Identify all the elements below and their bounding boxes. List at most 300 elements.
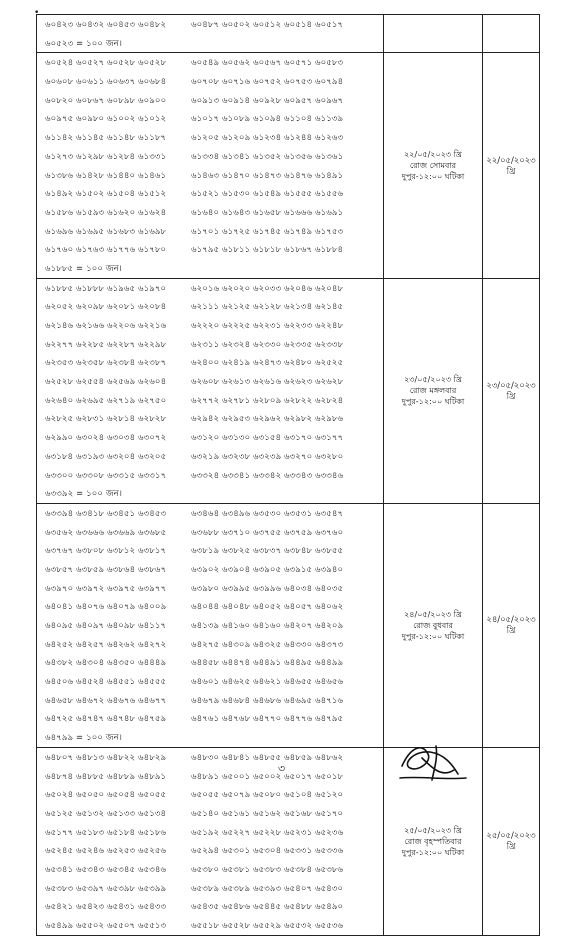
roll-line bbox=[37, 672, 383, 691]
roll-number: ৬২১২৮ bbox=[253, 301, 282, 312]
roll-number: ৬২৬১৬ bbox=[253, 376, 282, 387]
roll-number: ৬১১৪২ bbox=[45, 132, 74, 143]
roll-number: ৬৫১২০ bbox=[315, 789, 344, 800]
roll-number: ৬১৬২০ bbox=[107, 206, 136, 217]
roll-number: ৬০৫২৮ bbox=[138, 57, 167, 68]
roll-number: ৬২৪৭৩ bbox=[253, 357, 282, 368]
roll-number: ৬০৮৬৭ bbox=[76, 94, 105, 105]
roll-number: ৬৫৩৮৯ bbox=[222, 882, 251, 893]
roll-line bbox=[37, 279, 383, 298]
roll-number: ৬০৯৭৫ bbox=[45, 113, 74, 124]
roll-number: ৬৩০২৪ bbox=[76, 432, 105, 443]
roll-number: ৬৩২৩৯ bbox=[253, 450, 282, 461]
roll-number: ৬১৬৮৩ bbox=[107, 225, 136, 236]
roll-number: ৬২০৯৮ bbox=[76, 301, 105, 312]
roll-number: ৬৩৫৪৭ bbox=[315, 507, 344, 518]
roll-number: ৬৪১৩৯ bbox=[191, 620, 220, 630]
roll-numbers-cell bbox=[37, 278, 384, 503]
column-gap bbox=[169, 635, 191, 654]
roll-number: ৬৫৩৯৮ bbox=[107, 882, 136, 893]
roll-number: ৬৫১৬১ bbox=[222, 807, 251, 818]
roll-number: ৬৩৯০৪ bbox=[222, 563, 251, 574]
roll-number: ৬৪৬৭৬ bbox=[107, 694, 136, 705]
roll-number: ৬৫৩৪৬ bbox=[138, 863, 167, 874]
roll-number: ৬৫২৫৩ bbox=[107, 845, 136, 856]
roll-number: ৬৩৮০৮ bbox=[76, 545, 105, 556]
roll-number: ৬৪৩২৫ bbox=[253, 638, 282, 649]
date-cell bbox=[483, 53, 540, 278]
roll-number: ৬০৯৮০ bbox=[76, 113, 105, 124]
roll-number: ৬২৪০০ bbox=[191, 357, 220, 368]
roll-number: ৬৫০৫০ bbox=[76, 789, 105, 800]
roll-number: ৬৩৭৬৭ bbox=[45, 545, 74, 556]
column-gap bbox=[169, 466, 191, 485]
roll-number: ৬০৫৪৯ bbox=[191, 57, 220, 68]
roll-number: ৬৫৫২৯ bbox=[253, 920, 282, 930]
roll-number: ৬৫১৯২ bbox=[191, 826, 220, 837]
roll-number: ৬৫৪৩৫ bbox=[191, 901, 220, 912]
roll-number: ৬৪০৫২ bbox=[253, 601, 282, 612]
roll-number: ৬৫৫৩২ bbox=[284, 920, 313, 930]
roll-number: ৬৩৯১৫ bbox=[284, 563, 313, 574]
roll-number: ৬১৭০১ bbox=[191, 225, 220, 236]
roll-number: ৬২১২৫ bbox=[222, 301, 251, 312]
roll-number: ৬১৭২৫ bbox=[222, 225, 251, 236]
session-day: রোজ বুধবার bbox=[413, 620, 453, 630]
roll-number: ৬২৩৫৮ bbox=[76, 357, 105, 368]
roll-number: ৬২০১৬ bbox=[191, 282, 220, 293]
roll-number: ৬২২৩৩ bbox=[284, 320, 313, 330]
roll-number: ৬৪৭২৫ bbox=[45, 713, 74, 724]
section-row bbox=[37, 278, 540, 503]
roll-number: ৬০৪২৩ bbox=[45, 19, 74, 29]
roll-number: ৬০৫৬৭ bbox=[253, 57, 282, 68]
roll-number: ৬২১৩৪ bbox=[284, 301, 313, 312]
roll-number: ৬৪৮৫৯ bbox=[284, 751, 313, 762]
roll-number: ৬৪৬০১ bbox=[191, 676, 220, 687]
roll-number: ৬৪৭৯৫ bbox=[315, 713, 344, 724]
roll-number: ৬৫২৪৬ bbox=[76, 845, 105, 856]
roll-number: ৬৩৪৬৪ bbox=[191, 507, 220, 518]
roll-number: ৬৪৬২১ bbox=[253, 676, 282, 687]
column-gap bbox=[169, 597, 191, 616]
roll-line bbox=[37, 447, 383, 466]
roll-number: ৬০৯৬৭ bbox=[315, 94, 344, 105]
roll-line bbox=[37, 184, 383, 203]
roll-number: ৬৫১৬২ bbox=[253, 807, 282, 818]
roll-number: ৬৪০৪১ bbox=[45, 601, 74, 612]
roll-line bbox=[37, 335, 383, 354]
roll-number: ৬৩৩৪৩ bbox=[284, 469, 313, 480]
session-time: দুপুর-১২:০০ ঘটিকা bbox=[401, 172, 465, 181]
roll-number: ৬৫৫২৮ bbox=[222, 920, 251, 930]
roll-number: ৬৫৫১৩ bbox=[138, 920, 167, 930]
roll-number: ৬৫৪৯০ bbox=[315, 901, 344, 912]
roll-number: ৬৩০৭২ bbox=[138, 432, 167, 443]
roll-number: ৬১৪৭৩ bbox=[253, 169, 282, 180]
roll-number: ৬৫০১৭ bbox=[284, 770, 313, 781]
column-gap bbox=[169, 897, 191, 916]
roll-number: ৬৩৯৯৫ bbox=[222, 582, 251, 593]
column-gap bbox=[169, 916, 191, 935]
roll-number: ৬১২০৫ bbox=[191, 132, 220, 143]
column-gap bbox=[169, 767, 191, 786]
roll-number: ৬৫৪২৩ bbox=[76, 901, 105, 912]
roll-number: ৬৩৬৮৫ bbox=[138, 526, 167, 537]
roll-number: ৬৩৯৮০ bbox=[191, 582, 220, 593]
roll-number: ৬৫১৮৬ bbox=[138, 826, 167, 837]
roll-number: ৬২৩৩০ bbox=[253, 338, 282, 349]
roll-number: ৬১৩৩৪ bbox=[191, 150, 220, 161]
roll-number: ৬২৩২৪ bbox=[222, 338, 251, 349]
roll-line bbox=[37, 297, 383, 316]
roll-number: ৬২৩৩৫ bbox=[284, 338, 313, 349]
roll-number: ৬১৭৮০ bbox=[138, 244, 167, 255]
roll-number: ৬৩২৮০ bbox=[315, 450, 344, 461]
date-info bbox=[483, 614, 539, 636]
roll-number: ৬০৬৩৭ bbox=[107, 76, 136, 87]
roll-line bbox=[37, 767, 383, 786]
roll-number: ৬২৩৮৪ bbox=[107, 357, 136, 368]
roll-number: ৬১১৩৯ bbox=[315, 113, 344, 124]
roll-line bbox=[37, 91, 383, 110]
roll-number: ৬৫৩৮৩ bbox=[45, 882, 74, 893]
roll-number: ৬৫১০৪ bbox=[284, 789, 313, 800]
roll-number: ৬১৭৪৯ bbox=[284, 225, 313, 236]
section-row bbox=[37, 503, 540, 747]
roll-number: ৬৩২৩৮ bbox=[222, 450, 251, 461]
roll-number: ৬০৯১৪ bbox=[222, 94, 251, 105]
roll-number: ৬৪২৭২ bbox=[138, 638, 167, 649]
roll-number: ৬১৫৫৫ bbox=[284, 188, 313, 199]
roll-line bbox=[37, 916, 383, 935]
roll-number: ৬২২২০ bbox=[191, 320, 220, 330]
column-gap bbox=[169, 672, 191, 691]
roll-number: ৬৪৮৭৪ bbox=[45, 770, 74, 781]
roll-number: ৬৪০৫৭ bbox=[284, 601, 313, 612]
roll-number: ৬৫০২৪ bbox=[45, 789, 74, 800]
session-cell bbox=[384, 53, 483, 278]
roll-number: ৬৪৩৩০ bbox=[284, 638, 313, 649]
column-gap bbox=[169, 53, 191, 72]
column-gap bbox=[169, 860, 191, 879]
roll-line bbox=[37, 409, 383, 428]
roll-number: ৬৪৮৯১ bbox=[138, 770, 167, 781]
roll-number: ৬২২২৫ bbox=[222, 320, 251, 330]
roll-number: ৬২৭৫০ bbox=[138, 394, 167, 405]
roll-number: ৬৪৭৪৮ bbox=[107, 713, 136, 724]
roll-line bbox=[37, 748, 383, 767]
roll-number: ৬২০৫২ bbox=[45, 301, 74, 312]
roll-number: ৬০৭১৬ bbox=[222, 76, 251, 87]
roll-number: ৬১০৯৪ bbox=[253, 113, 282, 124]
roll-number: ৬৪৬৫৫ bbox=[284, 676, 313, 687]
roll-number: ৬৩০৩৪ bbox=[107, 432, 136, 443]
roll-number: ৬৫০১৮ bbox=[315, 770, 344, 781]
date-cell bbox=[483, 278, 540, 503]
roll-number: ৬৪৪৯৫ bbox=[284, 657, 313, 668]
roll-number: ৬৩২০৪ bbox=[107, 450, 136, 461]
roll-line bbox=[37, 484, 383, 503]
roll-number: ৬৩৫৩১ bbox=[284, 507, 313, 518]
roll-number: ৬৫৩৮৪ bbox=[284, 863, 313, 874]
roll-number: ৬৩২০৫ bbox=[138, 450, 167, 461]
roll-number: ৬৪২০৭ bbox=[284, 620, 313, 630]
roll-number: ৬২৯৮৬ bbox=[315, 413, 344, 424]
column-gap bbox=[169, 841, 191, 860]
roll-number: ৬১৪২৮ bbox=[76, 169, 105, 180]
roll-number: ৬০৫১৭ bbox=[315, 19, 344, 29]
roll-number: ৬৪৫৫১ bbox=[107, 676, 136, 687]
roll-number: ৬০৫৬২ bbox=[222, 57, 251, 68]
roll-number: ৬৪৮৯১ bbox=[191, 770, 220, 781]
roll-number: ৬২৩৫৩ bbox=[45, 357, 74, 368]
roll-number: ৬৫৪০৭ bbox=[284, 882, 313, 893]
column-gap bbox=[169, 409, 191, 428]
roll-number: ৬২১৬৬ bbox=[76, 320, 105, 330]
roll-number: ৬২০৮৪ bbox=[138, 301, 167, 312]
column-gap bbox=[169, 879, 191, 898]
roll-number: ৬৪০৭৬ bbox=[76, 601, 105, 612]
roll-number: ৬৪৭৬১ bbox=[191, 713, 220, 724]
column-gap bbox=[169, 523, 191, 542]
roll-numbers-cell bbox=[37, 503, 384, 747]
roll-number: ৬৪৮৮৯ bbox=[107, 770, 136, 781]
roll-number: ৬৫০৫৫ bbox=[191, 789, 220, 800]
roll-number: ৬৪০৯৫ bbox=[45, 620, 74, 630]
roll-number: ৬২৯৬২ bbox=[253, 413, 282, 424]
roll-number: ৬৫১৭০ bbox=[315, 807, 344, 818]
roll-number: ৬০৭৯৪ bbox=[315, 76, 344, 87]
roll-number: ৬১৮৮৫ = ১০০ জন। bbox=[45, 262, 122, 273]
roll-number: ৬৪২৫৭ bbox=[76, 638, 105, 649]
roll-number: ৬১৬৯৫ bbox=[76, 225, 105, 236]
roll-line bbox=[37, 879, 383, 898]
roll-number: ৬১৫৮৬ bbox=[45, 206, 74, 217]
roll-number: ৬৫৩৮৩ bbox=[253, 863, 282, 874]
roll-number: ৬০৯৫৭ bbox=[284, 94, 313, 105]
roll-number: ৬৩৮৫৭ bbox=[45, 563, 74, 574]
roll-number: ৬২৮২৫ bbox=[45, 413, 74, 424]
date-cell bbox=[483, 15, 540, 53]
roll-number: ৬৪০৭৯ bbox=[107, 601, 136, 612]
roll-line bbox=[37, 372, 383, 391]
roll-number: ৬৩৮৫৫ bbox=[315, 545, 344, 556]
roll-number: ৬৫১৩৩ bbox=[107, 807, 136, 818]
session-info bbox=[384, 149, 482, 182]
session-time: দুপুর-১২:০০ ঘটিকা bbox=[401, 397, 465, 407]
roll-number: ৬২৬০৪ bbox=[138, 376, 167, 387]
column-gap bbox=[169, 335, 191, 354]
roll-number: ৬১০১৭ bbox=[191, 113, 220, 124]
date-info bbox=[483, 155, 539, 177]
roll-number: ৬২৮০৯ bbox=[253, 394, 282, 405]
roll-number: ৬০৫১২ bbox=[253, 19, 282, 29]
roll-number: ৬৩৮৬৪ bbox=[107, 563, 136, 574]
roll-number: ৬৪৩০৯ bbox=[222, 638, 251, 649]
roll-numbers-cell bbox=[37, 747, 384, 935]
roll-number: ৬৪৮১৩ bbox=[76, 751, 105, 762]
roll-line bbox=[37, 597, 383, 616]
roll-number: ৬৫৩৯৩ bbox=[253, 882, 282, 893]
roll-number: ৬৫৫৩৬ bbox=[315, 920, 344, 930]
roll-number: ৬৪৩৭৩ bbox=[315, 638, 344, 649]
session-day: রোজ বৃহস্পতিবার bbox=[404, 836, 462, 846]
roll-number: ৬০৭০৮ bbox=[191, 76, 220, 87]
roll-number: ৬৩৮২৫ bbox=[222, 545, 251, 556]
session-info bbox=[384, 374, 482, 407]
roll-number: ৬৫২২৭ bbox=[222, 826, 251, 837]
roll-number: ৬১৯৭০ bbox=[138, 282, 167, 293]
roll-number: ৬১৩৮৬ bbox=[45, 169, 74, 180]
roll-number: ৬৫২৩১ bbox=[284, 826, 313, 837]
roll-number: ৬২৮২৮ bbox=[138, 413, 167, 424]
roll-number: ৬০৫২৩ = ১০০ জন। bbox=[45, 37, 123, 48]
roll-number: ৬৪৫২৪ bbox=[76, 676, 105, 687]
roll-number: ৬২১১১ bbox=[191, 301, 220, 312]
column-gap bbox=[169, 823, 191, 842]
roll-number: ৬৫০০২ bbox=[253, 770, 282, 781]
roll-line bbox=[37, 804, 383, 823]
session-cell bbox=[384, 503, 483, 747]
roll-number: ৬৪৬৫৮ bbox=[45, 694, 74, 705]
roll-number: ৬৫১৮৩ bbox=[76, 826, 105, 837]
roll-number: ৬৩৯৭২ bbox=[76, 582, 105, 593]
roll-number: ৬৩৩১৭ bbox=[138, 469, 167, 480]
session-info bbox=[384, 825, 482, 858]
roll-number: ৬৪১৬০ bbox=[253, 620, 282, 630]
roll-number: ৬৫৪৩১ bbox=[107, 901, 136, 912]
roll-number: ৬১৪৬৩ bbox=[191, 169, 220, 180]
roll-number: ৬৪৮০৭ bbox=[45, 751, 74, 762]
roll-number: ৬০৫০২ bbox=[222, 19, 251, 29]
roll-number: ৬৫১৬৮ bbox=[284, 807, 313, 818]
roll-number: ৬০৬০৮ bbox=[45, 76, 74, 87]
roll-number: ৬৪৪৯১ bbox=[253, 657, 282, 668]
column-gap bbox=[169, 15, 191, 34]
roll-number: ৬৫১৩২ bbox=[76, 807, 105, 818]
roll-number: ৬৩৮১২ bbox=[107, 545, 136, 556]
roll-number: ৬২২০৬ bbox=[107, 320, 136, 330]
roll-number: ৬৪১৬০ bbox=[222, 620, 251, 630]
roll-number: ৬১৫০৪ bbox=[107, 188, 136, 199]
roll-number: ৬৪৭৯৯ = ১০০ জন। bbox=[45, 732, 123, 743]
roll-number: ৬৩৭৫৯ bbox=[284, 526, 313, 537]
roll-number: ৬০৭৫৩ bbox=[284, 76, 313, 87]
date-value: ২৫/০৫/২০২৩ bbox=[486, 830, 536, 841]
roll-number: ৬২৫২৮ bbox=[45, 376, 74, 387]
roll-number: ৬১৫০২ bbox=[76, 188, 105, 199]
roll-number: ৬২৩৮৭ bbox=[138, 357, 167, 368]
date-value: ২৪/০৫/২০২৩ bbox=[486, 614, 536, 625]
roll-number: ৬৩৯৭০ bbox=[45, 582, 74, 593]
roll-number: ৬২৯৯০ bbox=[45, 432, 74, 443]
roll-number: ৬০৭৫২ bbox=[253, 76, 282, 87]
roll-number: ৬১১৪৫ bbox=[76, 132, 105, 143]
roll-number: ৬৪০৩৫ bbox=[315, 582, 344, 593]
roll-line bbox=[37, 428, 383, 447]
column-gap bbox=[169, 541, 191, 560]
roll-number: ৬৫৩৩১ bbox=[284, 845, 313, 856]
roll-number: ৬৪৬৮৪ bbox=[222, 694, 251, 705]
roll-number: ৬১২০৯ bbox=[222, 132, 251, 143]
roll-number: ৬৫৩৮০ bbox=[191, 863, 220, 874]
roll-number: ৬২৯৪২ bbox=[191, 413, 220, 424]
roll-line bbox=[37, 504, 383, 523]
roll-number: ৬১৮১১ bbox=[222, 244, 251, 255]
roll-number: ৬৫৩৯৭ bbox=[76, 882, 105, 893]
roll-number: ৬৩৯০৫ bbox=[253, 563, 282, 574]
column-gap bbox=[169, 653, 191, 672]
roll-number: ৬১৩৫২ bbox=[253, 150, 282, 161]
roll-line bbox=[37, 72, 383, 91]
column-gap bbox=[169, 428, 191, 447]
roll-number: ৬১৬৯৮ bbox=[138, 225, 167, 236]
roll-number: ৬৪৮২৯ bbox=[138, 751, 167, 762]
roll-number: ৬১৬২৪ bbox=[138, 206, 167, 217]
roll-line bbox=[37, 53, 383, 72]
session-time: দুপুর-১২:০০ ঘটিকা bbox=[401, 847, 465, 857]
roll-number: ৬৪০৯৭ bbox=[76, 620, 105, 630]
roll-number: ৬১২৯৮ bbox=[76, 150, 105, 161]
roll-number: ৬৪০৯৮ bbox=[107, 620, 136, 630]
roll-number: ৬১৮৮৫ bbox=[45, 282, 74, 293]
roll-number: ৬৩৬৬৬ bbox=[76, 526, 105, 537]
roll-number: ৬৪৪৭৪ bbox=[222, 657, 251, 668]
column-gap bbox=[169, 579, 191, 598]
roll-number: ৬১২৪৪ bbox=[284, 132, 313, 143]
roll-number: ৬২০৪৬ bbox=[284, 282, 313, 293]
roll-number: ৬০৮২০ bbox=[45, 94, 74, 105]
roll-number: ৬২৮১৪ bbox=[107, 413, 136, 424]
roll-line bbox=[37, 316, 383, 335]
roll-number: ৬৩৩৪১ bbox=[222, 469, 251, 480]
roll-number: ৬৪৮৫৫ bbox=[253, 751, 282, 762]
roll-number: ৬৫২২৮ bbox=[253, 826, 282, 837]
roll-line bbox=[37, 541, 383, 560]
roll-number: ৬৫০০১ bbox=[222, 770, 251, 781]
roll-line bbox=[37, 823, 383, 842]
roll-number: ৬৩৩৪৬ bbox=[315, 469, 344, 480]
date-info bbox=[483, 380, 539, 402]
roll-number: ৬৩৯৭৭ bbox=[138, 582, 167, 593]
session-date: ২৩/০৫/২০২৩ খ্রি bbox=[404, 375, 462, 385]
roll-number: ৬৩১৫৪ bbox=[253, 432, 282, 443]
date-suffix: খ্রি bbox=[506, 625, 516, 636]
roll-number: ৬৩৭৫৫ bbox=[253, 526, 282, 537]
roll-number: ৬১৫২১ bbox=[191, 188, 220, 199]
roll-number: ৬৩৪১৮ bbox=[76, 507, 105, 518]
roll-number: ৬৪২০৯ bbox=[315, 620, 344, 630]
roll-number: ৬১৭৬০ bbox=[45, 244, 74, 255]
date-info bbox=[483, 830, 539, 852]
roll-number: ৬৩৭৬০ bbox=[315, 526, 344, 537]
roll-number: ৬৫৪৮৬ bbox=[222, 901, 251, 912]
roll-number: ৬১৫৪৯ bbox=[253, 188, 282, 199]
roll-number: ৬৫৪৩০ bbox=[315, 882, 344, 893]
roll-number: ৬৪৬৭৯ bbox=[191, 694, 220, 705]
roll-line bbox=[37, 466, 383, 485]
roll-number: ৬৪২৭৫ bbox=[191, 638, 220, 649]
roll-number: ৬১৪৯২ bbox=[45, 188, 74, 199]
roll-number: ৬০৫৮৩ bbox=[315, 57, 344, 68]
roll-number: ৬১২৩৪ bbox=[253, 132, 282, 143]
roll-number: ৬১২৬৩ bbox=[315, 132, 344, 143]
roll-number: ৬৪২৬২ bbox=[107, 638, 136, 649]
roll-number: ৬৩৮৩৭ bbox=[253, 545, 282, 556]
roll-number: ৬১৭৭৬ bbox=[107, 244, 136, 255]
roll-number: ৬০৫২৭ bbox=[76, 57, 105, 68]
